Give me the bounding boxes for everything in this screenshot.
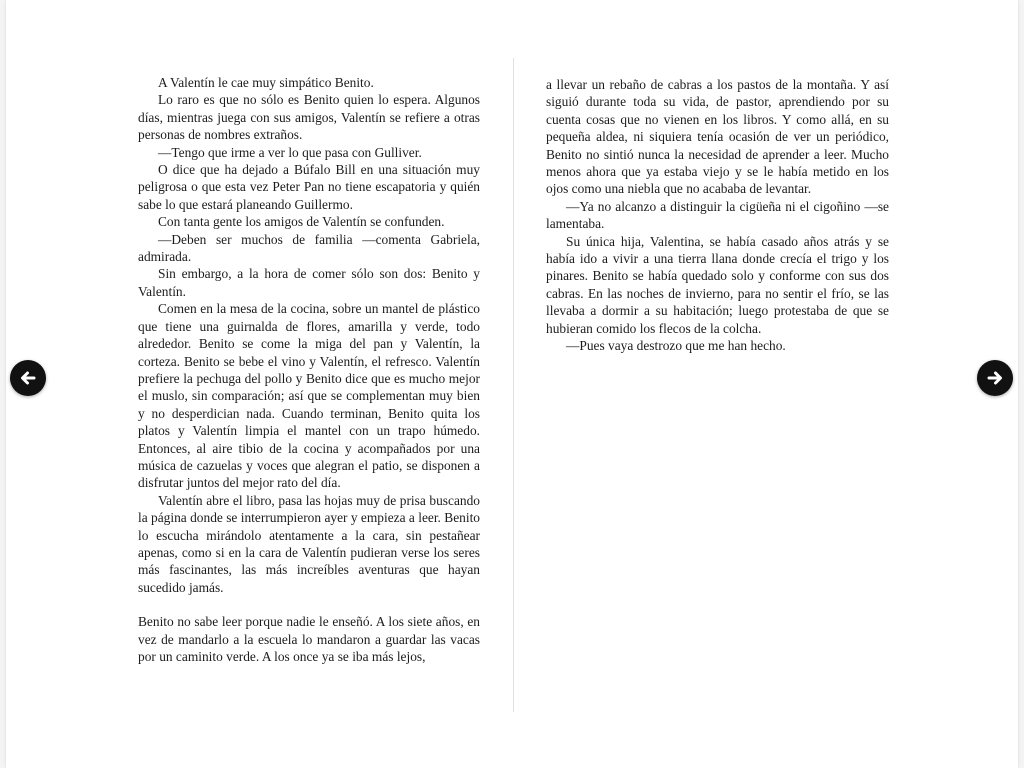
paragraph: A Valentín le cae muy simpático Benito.	[158, 75, 374, 90]
paragraph: Valentín abre el libro, pasa las hojas muy de prisa buscando la página donde se interrumpieron ayer y empieza a leer. Benito lo escucha mirándolo atentamente a la cara, sin pestañear apenas, como si en la cara de Valentín pudieran verse los seres más fascinantes, las más increíbles aventuras que hayan sucedido jamás.	[138, 492, 480, 595]
paragraph: Sin embargo, a la hora de comer sólo son dos: Benito y Valentín.	[138, 266, 480, 299]
paragraph: O dice que ha dejado a Búfalo Bill en una situación muy peligrosa o que esta vez Peter Pan no tiene escapatoria y quién sabe lo que estará planeando Guillermo.	[138, 162, 480, 212]
left-page	[138, 74, 480, 665]
paragraph: —Ya no alcanzo a distinguir la cigüeña ni el cigoñino —se lamentaba.	[546, 198, 889, 232]
page-gutter	[513, 58, 514, 712]
arrow-left-icon	[19, 369, 37, 387]
previous-page-button[interactable]	[10, 360, 46, 396]
paragraph: a llevar un rebaño de cabras a los pastos de la montaña. Y así siguió durante toda su vida, de pastor, aprendiendo por su cuenta cosas que no vienen en los libros. Y como allá, en su pequeña aldea, ni siquiera tenía ocasión de ver un periódico, Benito no sintió nunca la necesidad de aprender a leer. Mucho menos ahora que ya estaba viejo y se le había metido en los ojos como una niebla que no acababa de levantar.	[546, 77, 889, 197]
arrow-right-icon	[986, 369, 1004, 387]
paragraph: Comen en la mesa de la cocina, sobre un mantel de plástico que tiene una guirnalda de flores, amarilla y verde, todo alrededor. Benito se come la miga del pan y Valentín, la corteza. Benito se bebe el vino y Valentín, el refresco. Valentín prefiere la pechuga del pollo y Benito dice que es mucho mejor el muslo, sin comparación; así que se complementan muy bien y no desperdician nada. Cuando terminan, Benito quita los platos y Valentín limpia el mantel con un trapo húmedo. Entonces, al aire tibio de la cocina y acompañados por una música de cazuelas y voces que alegran el patio, se disponen a disfrutar juntos del mejor rato del día.	[138, 301, 480, 491]
next-page-button[interactable]	[977, 360, 1013, 396]
book-spread	[6, 0, 1018, 768]
right-page	[546, 76, 889, 355]
paragraph: Lo raro es que no sólo es Benito quien lo espera. Algunos días, mientras juega con sus amigos, Valentín se refiere a otras personas de nombres extraños.	[138, 92, 480, 143]
paragraph: Benito no sabe leer porque nadie le enseñó. A los siete años, en vez de mandarlo a la escuela lo mandaron a guardar las vacas por un caminito verde. A los once ya se iba más lejos,	[138, 614, 480, 664]
paragraph: —Tengo que irme a ver lo que pasa con Gulliver.	[158, 144, 422, 160]
paragraph: Su única hija, Valentina, se había casado años atrás y se había ido a vivir a una tierra llana donde crecía el trigo y los pinares. Benito se había quedado solo y conforme con sus dos cabras. En las noches de invierno, para no sentir el frío, se las llevaba a dormir a su habitación; luego protestaba de que se hubieran comido los flecos de la colcha.	[546, 233, 889, 336]
paragraph: —Pues vaya destrozo que me han hecho.	[566, 338, 786, 354]
paragraph: Con tanta gente los amigos de Valentín se confunden.	[158, 214, 445, 230]
paragraph: —Deben ser muchos de familia —comenta Gabriela, admirada.	[138, 231, 480, 265]
